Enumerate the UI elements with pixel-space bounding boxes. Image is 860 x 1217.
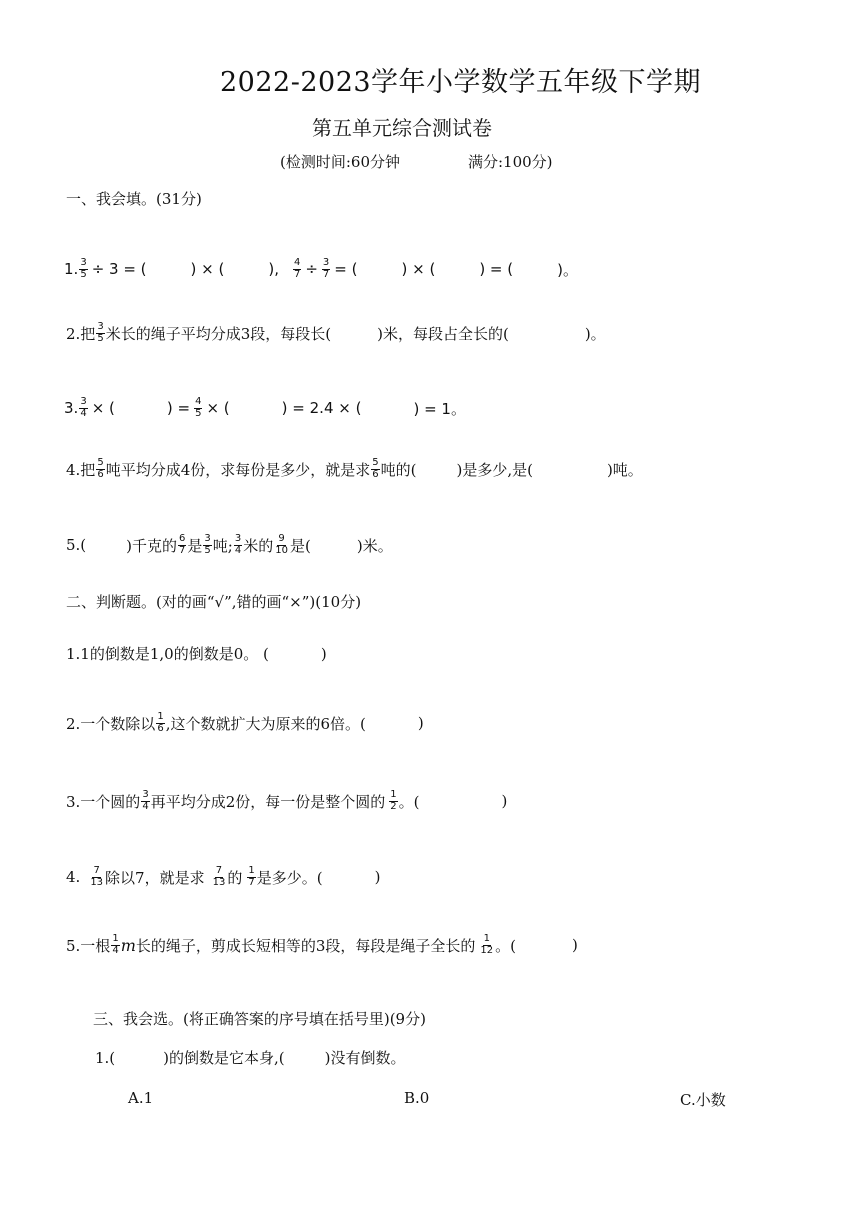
q-text: × (: [206, 399, 230, 417]
judge-question-5: [66, 934, 578, 956]
fill-question-4: [66, 458, 643, 480]
q-text: 米长的绳子平均分成3段，每段长(: [105, 324, 332, 343]
q-text: )是多少,是(: [456, 460, 533, 479]
q-text: )吨。: [606, 460, 643, 479]
q-text: 吨平均分成4份，求每份是多少，就是求: [105, 460, 371, 479]
q-text: )。: [584, 324, 606, 343]
q-text: ),: [268, 260, 279, 278]
q-text: 吨;: [212, 536, 233, 555]
q-text: 5.一根: [66, 936, 111, 955]
fraction: $\frac{5}{6}$: [97, 457, 104, 480]
fill-question-1: [64, 258, 578, 280]
fraction: $\frac{6}{7}$: [179, 533, 186, 556]
q-text: 长的绳子，剪成长短相等的3段，每段是绳子全长的: [135, 936, 476, 955]
fraction: $\frac{5}{6}$: [372, 457, 379, 480]
q-text: 。(: [398, 792, 420, 811]
judge-question-1: [66, 643, 327, 664]
q-text: ÷ 3 = (: [91, 260, 147, 278]
q-text: ): [501, 792, 508, 810]
q-text: )千克的: [126, 536, 178, 555]
fraction: $\frac{3}{4}$: [80, 396, 87, 419]
section-1-heading: 一、我会填。(31分): [66, 190, 202, 208]
q-text: 再平均分成2份，每一份是整个圆的: [150, 792, 386, 811]
q-text: ) = (: [479, 260, 514, 278]
fraction: $\frac{1}{6}$: [157, 711, 164, 734]
q-text: × (: [91, 399, 115, 417]
q-text: ) =: [166, 399, 191, 417]
fraction: $\frac{3}{5}$: [97, 321, 104, 344]
judge-question-3: [66, 790, 507, 812]
q-text: ) = 1。: [413, 399, 466, 418]
option-a[interactable]: A.1: [128, 1089, 154, 1107]
page-title: 2022-2023学年小学数学五年级下学期: [220, 67, 702, 98]
fill-question-3: [64, 397, 466, 419]
fraction: $\frac{1}{4}$: [112, 933, 119, 956]
q-text: ): [374, 868, 381, 886]
page-subtitle: 第五单元综合测试卷: [312, 116, 492, 140]
fraction: $\frac{3}{5}$: [80, 257, 87, 280]
choice-question-1: [95, 1047, 406, 1068]
q-label: 3.: [64, 399, 79, 417]
q-text: 米的: [243, 536, 274, 555]
fraction: $\frac{3}{5}$: [204, 533, 211, 556]
q-text: 1.1的倒数是1,0的倒数是0。 (: [66, 645, 269, 663]
q-text: 的: [227, 868, 243, 887]
q-text: )米。: [356, 536, 393, 555]
q-text: 除以7，就是求: [105, 868, 205, 887]
q-text: 。(: [495, 936, 516, 955]
q-text: )没有倒数。: [324, 1049, 406, 1067]
q-text: 吨的(: [380, 460, 417, 479]
option-b[interactable]: B.0: [404, 1089, 430, 1107]
q-text: ): [417, 714, 424, 732]
q-text: = (: [334, 260, 358, 278]
q-text: ) × (: [401, 260, 436, 278]
fraction: $\frac{3}{4}$: [142, 789, 149, 812]
q-text: 1.(: [95, 1048, 116, 1067]
fill-question-5: [66, 534, 393, 556]
q-text: 3.一个圆的: [66, 792, 141, 811]
fraction: $\frac{7}{13}$: [90, 865, 104, 888]
q-text: 是(: [289, 536, 311, 555]
q-text: 是: [187, 536, 203, 555]
q-text: 4.把: [66, 460, 96, 479]
option-c[interactable]: C.小数: [680, 1091, 726, 1109]
q-label: 1.: [64, 260, 79, 278]
fraction: $\frac{9}{10}$: [275, 533, 288, 556]
q-text: ) = 2.4 × (: [281, 399, 362, 417]
fraction: $\frac{1}{12}$: [480, 933, 494, 956]
fill-question-2: [66, 322, 606, 344]
judge-question-2: [66, 712, 424, 734]
fraction: $\frac{7}{13}$: [212, 865, 226, 888]
q-text: )的倒数是它本身,(: [163, 1049, 285, 1067]
judge-question-4: [66, 866, 380, 888]
q-text: 2.把: [66, 324, 96, 343]
unit-m: m: [120, 935, 136, 955]
q-text: 4.: [66, 868, 81, 886]
section-3-heading: 三、我会选。(将正确答案的序号填在括号里)(9分): [93, 1010, 426, 1028]
q-text: )米，每段占全长的(: [377, 324, 509, 343]
fraction: $\frac{4}{7}$: [293, 257, 301, 280]
fraction: $\frac{3}{4}$: [234, 533, 242, 556]
section-2-heading: 二、判断题。(对的画“√”,错的画“×”)(10分): [66, 593, 362, 611]
q-text: ): [320, 644, 327, 663]
fraction: $\frac{3}{7}$: [322, 257, 330, 280]
q-text: ,这个数就扩大为原来的6倍。(: [165, 714, 366, 733]
score-info: 满分:100分): [468, 153, 553, 171]
q-text: 5.(: [66, 536, 87, 554]
q-text: ) × (: [190, 260, 225, 278]
fraction: $\frac{4}{5}$: [195, 396, 202, 419]
fraction: $\frac{1}{2}$: [390, 789, 397, 812]
q-text: ): [572, 936, 578, 954]
q-text: ÷: [305, 260, 318, 278]
time-info: (检测时间:60分钟: [280, 153, 400, 171]
q-text: )。: [557, 260, 578, 279]
q-text: 2.一个数除以: [66, 714, 156, 733]
q-text: 是多少。(: [256, 868, 323, 887]
fraction: $\frac{1}{7}$: [248, 865, 255, 888]
